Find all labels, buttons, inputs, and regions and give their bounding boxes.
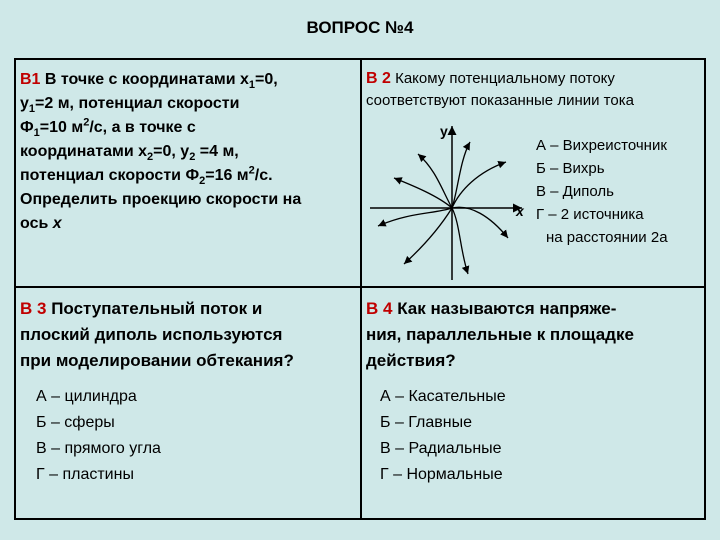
axis-x-label: x <box>516 203 524 219</box>
question-3-options <box>36 384 161 488</box>
option-b[interactable]: Б – Вихрь <box>536 160 605 177</box>
question-4-options <box>380 384 506 488</box>
question-4 <box>366 296 706 374</box>
option-b[interactable]: Б – Главные <box>380 414 473 431</box>
q1-axis-x: x <box>52 215 62 232</box>
q1-sup: 2 <box>248 164 255 177</box>
question-1 <box>20 68 350 236</box>
q1-sub: 1 <box>33 127 40 140</box>
question-4-line-3: действия? <box>366 351 456 370</box>
option-g[interactable]: Г – Нормальные <box>380 466 503 483</box>
q1-sub: 1 <box>28 103 36 116</box>
q1-text: /с, а в точке с <box>89 119 196 136</box>
q1-text: В точке с координатами x <box>44 71 249 88</box>
q1-text: =0, <box>255 71 278 88</box>
q1-text: =16 м <box>205 167 249 184</box>
q1-sup: 2 <box>83 116 90 129</box>
q1-text: Ф <box>20 119 34 136</box>
option-a[interactable]: А – Вихреисточник <box>536 137 667 154</box>
question-4-line-2: ния, параллельные к площадке <box>366 325 634 344</box>
q1-sub: 1 <box>248 79 256 92</box>
option-v[interactable]: В – прямого угла <box>36 440 161 457</box>
option-g-continued: на расстоянии 2а <box>546 229 668 246</box>
question-2 <box>366 68 706 112</box>
q1-text: координатами x <box>20 143 148 160</box>
q1-text: =2 м, потенциал скорости <box>35 95 240 112</box>
q1-text: =10 м <box>39 119 84 136</box>
q1-sub: 2 <box>199 175 206 188</box>
question-4-code: В 4 <box>366 299 393 318</box>
option-v[interactable]: В – Диполь <box>536 183 614 200</box>
question-3-line-2: плоский диполь используются <box>20 325 283 344</box>
q1-sub: 2 <box>189 151 196 164</box>
option-g[interactable]: Г – пластины <box>36 466 134 483</box>
option-g[interactable]: Г – 2 источника <box>536 206 644 223</box>
option-b[interactable]: Б – сферы <box>36 414 115 431</box>
option-a[interactable]: А – цилиндра <box>36 388 137 405</box>
question-3 <box>20 296 356 374</box>
question-3-line-1: Поступательный поток и <box>51 299 263 318</box>
q1-text: ось <box>20 215 53 232</box>
option-v[interactable]: В – Радиальные <box>380 440 502 457</box>
question-2-code: В 2 <box>366 70 391 87</box>
streamline-diagram <box>360 120 530 290</box>
question-4-line-1: Как называются напряже- <box>397 299 617 318</box>
axis-y-label: y <box>440 123 448 139</box>
question-2-text-1: Какому потенциальному потоку <box>395 70 615 87</box>
q1-text: =4 м, <box>195 143 239 160</box>
page-title: ВОПРОС №4 <box>306 18 414 37</box>
q1-text: потенциал скорости Ф <box>20 167 200 184</box>
q1-text: y <box>20 95 29 112</box>
option-a[interactable]: А – Касательные <box>380 388 506 405</box>
q1-text: /с. <box>254 167 273 184</box>
question-2-text-2: соответствуют показанные линии тока <box>366 92 634 109</box>
question-3-code: В 3 <box>20 299 47 318</box>
q1-text: =0, y <box>153 143 190 160</box>
question-1-code: В1 <box>20 71 41 88</box>
q1-sub: 2 <box>147 151 154 164</box>
q1-text: Определить проекцию скорости на <box>20 191 302 208</box>
question-2-options <box>536 134 706 249</box>
question-3-line-3: при моделировании обтекания? <box>20 351 294 370</box>
